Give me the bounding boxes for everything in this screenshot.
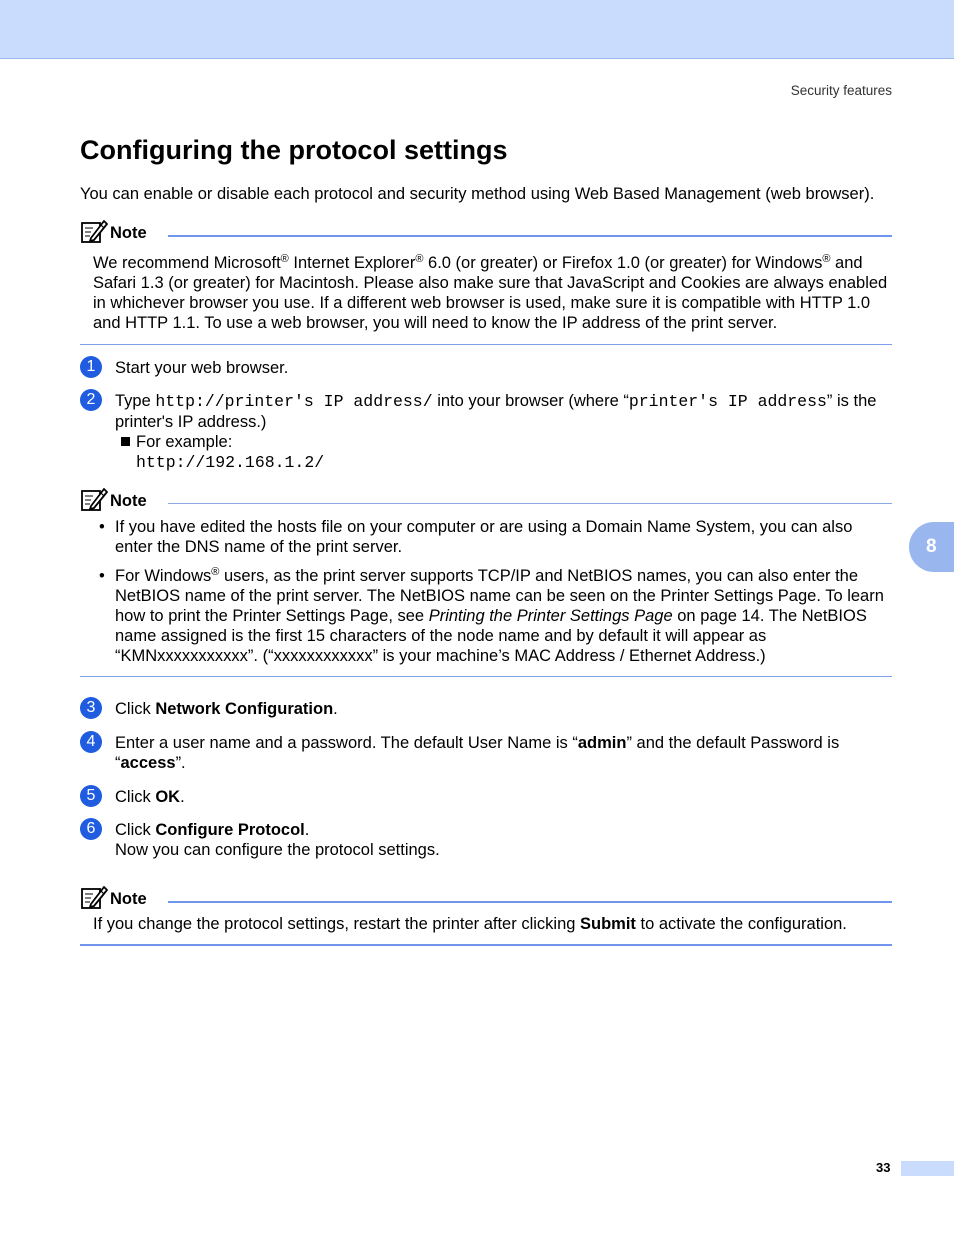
- note-label: Note: [110, 492, 147, 510]
- step-number-6: 6: [80, 818, 102, 840]
- header-band: [0, 0, 954, 59]
- link-printer-settings-page: Printing the Printer Settings Page: [428, 607, 673, 625]
- bullet: •: [99, 518, 105, 536]
- note-text: If you change the protocol settings, restart the printer after clicking Submit to activate the configuration.: [93, 915, 847, 933]
- step-number-1: 1: [80, 356, 102, 378]
- note-header: [80, 218, 892, 244]
- page-number: 33: [876, 1160, 891, 1175]
- step-number-4: 4: [80, 731, 102, 753]
- code-ip: printer's IP address: [628, 392, 827, 411]
- square-bullet-icon: [121, 437, 130, 446]
- section-header: Security features: [790, 83, 892, 98]
- footer-band: [901, 1161, 954, 1176]
- step-1-text: Start your web browser.: [115, 359, 289, 377]
- note-end-rule: [80, 944, 892, 946]
- note-text: We recommend Microsoft® Internet Explorer® 6.0 (or greater) or Firefox 1.0 (or greater) for Windows® and Safari 1.3 (or greater) for Macintosh. Please also make sure that JavaScript and Cookies are always enabled in whichever browser you use. If a different web browser is used, make sure it is compatible with HTTP 1.0 and HTTP 1.1. To use a web browser, you will need to know the IP address of the print server.: [93, 253, 888, 332]
- step-4-text: Enter a user name and a password. The default User Name is “admin” and the default Password is “access”.: [115, 734, 840, 772]
- step-number-2: 2: [80, 389, 102, 411]
- example-code: http://192.168.1.2/: [136, 453, 325, 472]
- note-bullet-1: If you have edited the hosts file on your computer or are using a Domain Name System, you can also enter the DNS name of the print server.: [115, 518, 853, 556]
- note-end-rule: [80, 676, 892, 677]
- step-2-text: Type http://printer's IP address/ into your browser (where “printer's IP address” is the printer's IP address.): [115, 392, 877, 431]
- example-label: For example:: [121, 432, 232, 452]
- note-pencil-icon: [80, 218, 108, 244]
- note-header: [80, 486, 892, 512]
- step-number-5: 5: [80, 785, 102, 807]
- note-end-rule: [80, 344, 892, 345]
- note-pencil-icon: [80, 884, 108, 910]
- page-title: Configuring the protocol settings: [80, 135, 508, 165]
- step-number-3: 3: [80, 697, 102, 719]
- note-label: Note: [110, 890, 147, 908]
- chapter-tab: 8: [909, 522, 954, 572]
- step-3-text: Click Network Configuration.: [115, 700, 338, 718]
- note-divider: [168, 235, 892, 237]
- bullet: •: [99, 567, 105, 585]
- note-pencil-icon: [80, 486, 108, 512]
- note-divider: [168, 503, 892, 504]
- note-bullet-2: For Windows® users, as the print server supports TCP/IP and NetBIOS names, you can also enter the NetBIOS name of the print server. The NetBIOS name can be seen on the Printer Settings Page. To learn how to print the Printer Settings Page, see Printing the Printer Settings Page on page 14. The NetBIOS name assigned is the first 15 characters of the node name and by default it will appear as “KMNxxxxxxxxxxx”. (“xxxxxxxxxxxx” is your machine’s MAC Address / Ethernet Address.): [115, 566, 884, 665]
- step-5-text: Click OK.: [115, 788, 185, 806]
- step-6-text: Click Configure Protocol. Now you can configure the protocol settings.: [115, 821, 440, 859]
- note-label: Note: [110, 224, 147, 242]
- note-header: [80, 884, 892, 910]
- code-url: http://printer's IP address/: [155, 392, 433, 411]
- intro-paragraph: You can enable or disable each protocol and security method using Web Based Management (web browser).: [80, 185, 875, 203]
- note-divider: [168, 901, 892, 903]
